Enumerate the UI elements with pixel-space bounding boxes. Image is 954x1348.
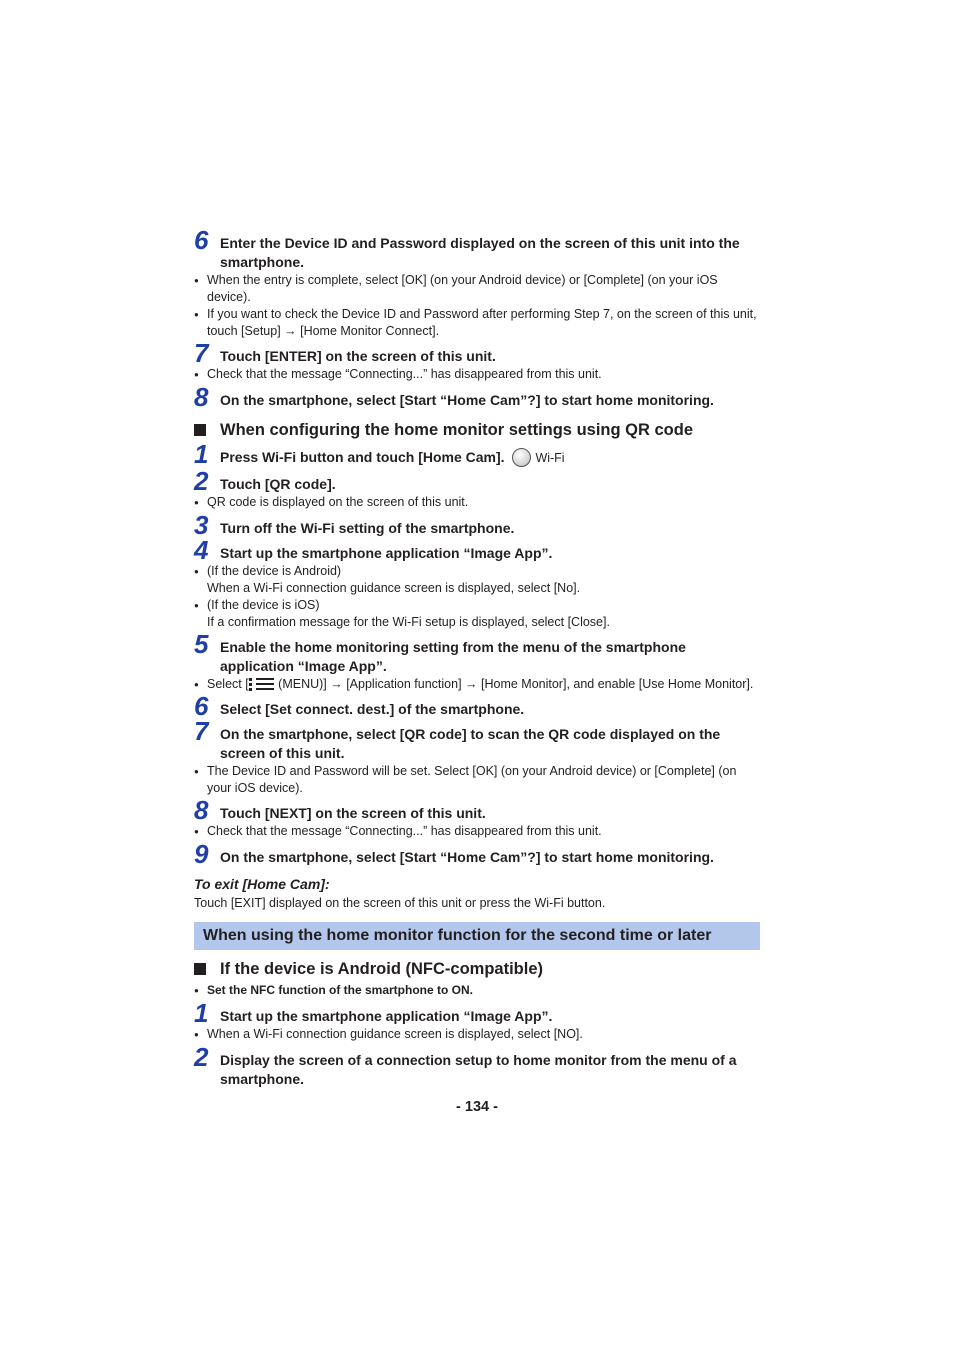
bullet: ● (If the device is Android) When a Wi-Fi connection guidance screen is displayed, select [No]. — [194, 563, 760, 597]
step-number: 9 — [194, 839, 209, 869]
bullet: ● Check that the message “Connecting...” has disappeared from this unit. — [194, 823, 760, 840]
bullet: ● The Device ID and Password will be set. Select [OK] (on your Android device) or [Complete] (on your iOS device). — [194, 763, 760, 797]
qr-step-3 — [194, 510, 760, 540]
step-number: 7 — [194, 338, 209, 368]
square-bullet-icon — [194, 963, 206, 975]
bullet: ● Check that the message “Connecting...” has disappeared from this unit. — [194, 366, 760, 383]
qr-step-8 — [194, 795, 760, 825]
exit-heading: To exit [Home Cam]: — [194, 876, 330, 892]
bullet: ● QR code is displayed on the screen of this unit. — [194, 494, 760, 511]
android-step-1 — [194, 998, 760, 1028]
qr-section-heading: When configuring the home monitor settings using QR code — [194, 420, 760, 440]
step-text: On the smartphone, select [Start “Home Cam”?] to start home monitoring. — [220, 849, 714, 865]
step-number: 3 — [194, 510, 209, 540]
section-bar: When using the home monitor function for the second time or later — [194, 922, 760, 950]
bullet: ● When the entry is complete, select [OK] (on your Android device) or [Complete] (on your iOS device). — [194, 272, 760, 306]
qr-step-5 — [194, 629, 760, 676]
bullet: ● Select [ (MENU)] → [Application function] → [Home Monitor], and enable [Use Home Monitor]. — [194, 676, 760, 693]
step-text: Turn off the Wi-Fi setting of the smartphone. — [220, 520, 515, 536]
qr-step-6 — [194, 691, 760, 721]
qr-step-2 — [194, 466, 760, 496]
step-6 — [194, 225, 760, 272]
step-text: Select [Set connect. dest.] of the smartphone. — [220, 701, 525, 717]
step-number: 8 — [194, 382, 209, 412]
menu-icon — [249, 677, 275, 691]
bullet: ● When a Wi-Fi connection guidance screen is displayed, select [NO]. — [194, 1026, 760, 1043]
step-text: Touch [QR code]. — [220, 476, 336, 492]
step-8 — [194, 382, 760, 412]
step-text: On the smartphone, select [Start “Home Cam”?] to start home monitoring. — [220, 392, 714, 408]
step-number: 6 — [194, 225, 209, 255]
exit-text: Touch [EXIT] displayed on the screen of this unit or press the Wi-Fi button. — [194, 896, 606, 910]
bullet: ● (If the device is iOS) If a confirmation message for the Wi-Fi setup is displayed, select [Close]. — [194, 597, 760, 631]
step-text: Touch [ENTER] on the screen of this unit. — [220, 348, 496, 364]
step-number: 8 — [194, 795, 209, 825]
step-number: 1 — [194, 998, 209, 1028]
qr-step-7 — [194, 716, 760, 763]
step-7 — [194, 338, 760, 368]
android-step-2 — [194, 1042, 760, 1089]
step-number: 4 — [194, 535, 209, 565]
step-number: 6 — [194, 691, 209, 721]
step-number: 1 — [194, 439, 209, 469]
page-content — [194, 226, 760, 1089]
qr-step-9 — [194, 839, 760, 869]
step-text: Touch [NEXT] on the screen of this unit. — [220, 805, 486, 821]
bullet: ● If you want to check the Device ID and Password after performing Step 7, on the screen of this unit, touch [Setup] → [Home Monitor Connect]. — [194, 306, 760, 340]
step-text: Display the screen of a connection setup to home monitor from the menu of a smartphone. — [220, 1052, 737, 1087]
step-text: Start up the smartphone application “Image App”. — [220, 1008, 553, 1024]
step-text: On the smartphone, select [QR code] to scan the QR code displayed on the screen of this unit. — [220, 726, 721, 761]
step-text: Enable the home monitoring setting from the menu of the smartphone application “Image App”. — [220, 639, 686, 674]
bullet: ● Set the NFC function of the smartphone to ON. — [194, 982, 760, 999]
square-bullet-icon — [194, 424, 206, 436]
step-text: Enter the Device ID and Password displayed on the screen of this unit into the smartphone. — [220, 235, 740, 270]
qr-step-4 — [194, 535, 760, 565]
step-number: 2 — [194, 466, 209, 496]
qr-step-1 — [194, 439, 760, 469]
wifi-button-icon — [512, 448, 531, 467]
wifi-icon-label: Wi-Fi — [535, 451, 565, 465]
step-number: 5 — [194, 629, 209, 659]
step-number: 7 — [194, 716, 209, 746]
step-number: 2 — [194, 1042, 209, 1072]
step-text: Press Wi-Fi button and touch [Home Cam]. — [220, 449, 505, 465]
android-heading: If the device is Android (NFC-compatible) — [194, 959, 760, 979]
step-text: Start up the smartphone application “Image App”. — [220, 545, 553, 561]
page-number: - 134 - — [456, 1099, 498, 1115]
